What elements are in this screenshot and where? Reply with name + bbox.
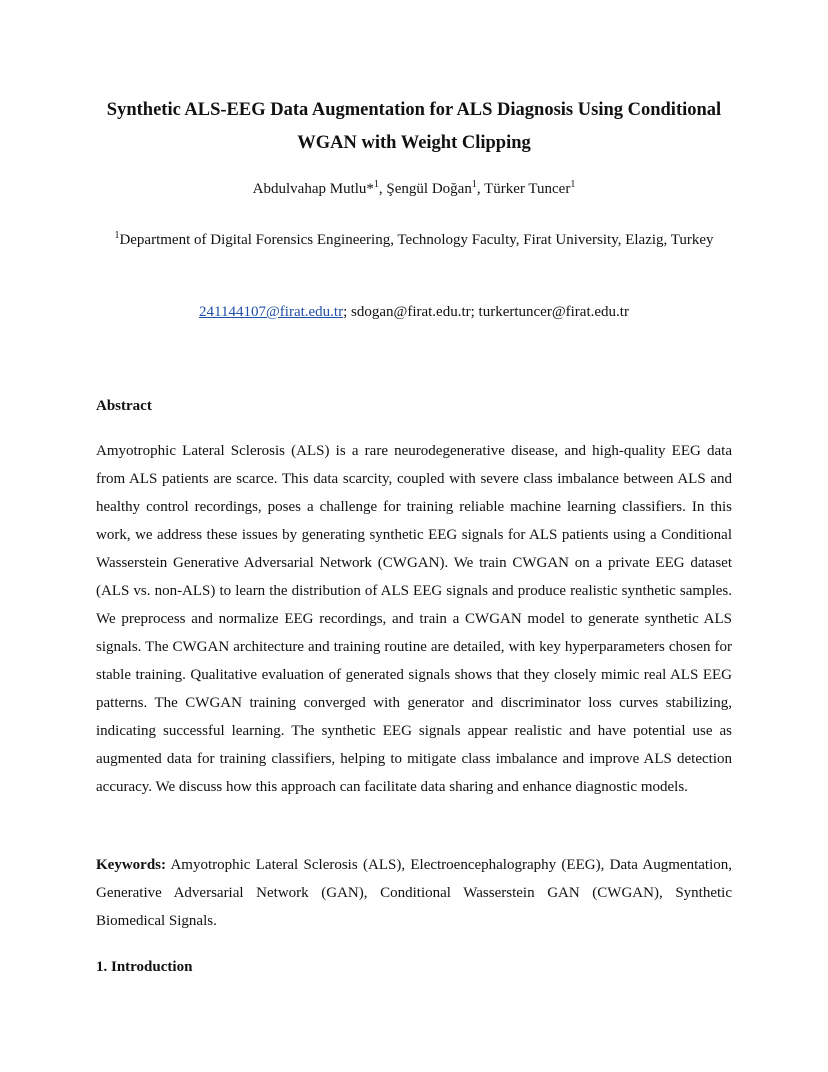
paper-title: Synthetic ALS-EEG Data Augmentation for ALS Diagnosis Using Conditional WGAN with Weight Clipping (106, 100, 722, 153)
abstract-text: Amyotrophic Lateral Sclerosis (ALS) is a rare neurodegenerative disease, and high-quality EEG data from ALS patients are scarce. This data scarcity, coupled with severe class imbalance between ALS and healthy control recordings, poses a challenge for training reliable machine learning classifiers. In this work, we address these issues by generating synthetic EEG signals for ALS patients using a Conditional Wasserstein Generative Adversarial Network (CWGAN). We train CWGAN on a private EEG dataset (ALS vs. non-ALS) to learn the distribution of ALS EEG signals and produce realistic synthetic samples. We preprocess and normalize EEG recordings, and train a CWGAN model to generate synthetic ALS signals. The CWGAN architecture and training routine are detailed, with key hyperparameters chosen for stable training. Qualitative evaluation of generated signals shows that they closely mimic real ALS EEG patterns. The CWGAN training converged with generator and discriminator loss curves stabilizing, indicating successful learning. The synthetic EEG signals appear realistic and have potential use as augmented data for training classifiers, helping to mitigate class imbalance and improve ALS detection accuracy. We discuss how this approach can facilitate data sharing and enhance diagnostic models. (96, 443, 732, 795)
abstract-heading: Abstract (96, 398, 152, 414)
author-affiliation-mark: 1 (570, 179, 576, 190)
affiliation (96, 226, 732, 254)
keywords (96, 851, 732, 935)
author-affiliation-mark: 1 (373, 179, 379, 190)
email-link[interactable]: 241144107@firat.edu.tr (199, 304, 344, 320)
author-affiliation-mark: 1 (471, 179, 477, 190)
affiliation-text: Department of Digital Forensics Engineering, Technology Faculty, Firat University, Elazig, Turkey (119, 232, 714, 248)
author-list (0, 179, 828, 199)
section-heading-introduction: 1. Introduction (96, 959, 193, 975)
keywords-text: Amyotrophic Lateral Sclerosis (ALS), Electroencephalography (EEG), Data Augmentation, Generative Adversarial Network (GAN), Conditional Wasserstein GAN (CWGAN), Synthetic Biomedical Signals. (96, 857, 732, 929)
author-name: Abdulvahap Mutlu* (252, 181, 374, 197)
author-name: Türker Tuncer (484, 181, 571, 197)
author-name: Şengül Doğan (386, 181, 472, 197)
email-list: ; sdogan@firat.edu.tr; turkertuncer@firat.edu.tr (343, 304, 629, 320)
email-line (0, 302, 828, 322)
affiliation-mark: 1 (114, 230, 120, 241)
author-separator: , (378, 181, 387, 197)
keywords-label: Keywords: (96, 857, 166, 873)
author-separator: , (476, 181, 485, 197)
